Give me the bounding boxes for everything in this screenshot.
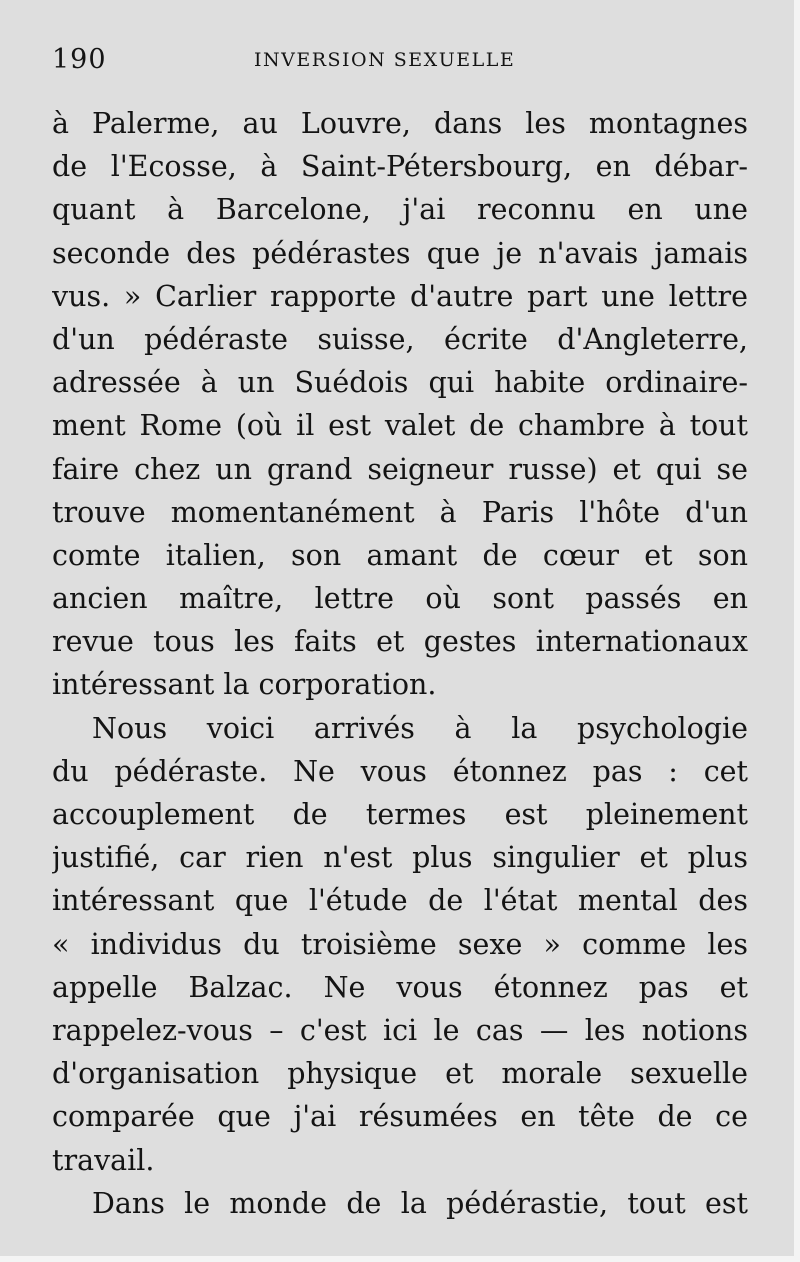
body-text bbox=[52, 102, 748, 1225]
text-line: trouve momentanément à Paris l'hôte d'un bbox=[52, 495, 748, 529]
page-header bbox=[52, 40, 748, 80]
text-line: quant à Barcelone, j'ai reconnu en une bbox=[52, 193, 748, 227]
text-line: seconde des pédérastes que je n'avais jamais bbox=[52, 236, 748, 270]
text-line: intéressant la corporation. bbox=[52, 668, 437, 702]
text-line: Dans le monde de la pédérastie, tout est bbox=[92, 1186, 748, 1220]
text-line: comte italien, son amant de cœur et son bbox=[52, 538, 748, 572]
text-line: rappelez-vous – c'est ici le cas — les notions bbox=[52, 1013, 748, 1047]
text-line: du pédéraste. Ne vous étonnez pas : cet bbox=[52, 754, 748, 788]
text-line: ancien maître, lettre où sont passés en bbox=[52, 582, 748, 616]
text-line: d'organisation physique et morale sexuelle bbox=[52, 1057, 748, 1091]
running-title: INVERSION SEXUELLE bbox=[254, 49, 516, 71]
text-line: justifié, car rien n'est plus singulier et plus bbox=[52, 841, 748, 875]
text-line: appelle Balzac. Ne vous étonnez pas et bbox=[52, 970, 748, 1004]
text-line: revue tous les faits et gestes internationaux bbox=[52, 625, 748, 659]
text-line: travail. bbox=[52, 1143, 155, 1177]
text-line: d'un pédéraste suisse, écrite d'Angleterre, bbox=[52, 322, 748, 356]
text-line: de l'Ecosse, à Saint-Pétersbourg, en débar- bbox=[52, 150, 748, 184]
text-line: comparée que j'ai résumées en tête de ce bbox=[52, 1100, 748, 1134]
text-line: intéressant que l'étude de l'état mental des bbox=[52, 884, 748, 918]
text-line: ment Rome (où il est valet de chambre à tout bbox=[52, 409, 748, 443]
text-line: accouplement de termes est pleinement bbox=[52, 798, 748, 831]
page-number: 190 bbox=[52, 44, 107, 75]
text-line: à Palerme, au Louvre, dans les montagnes bbox=[52, 107, 748, 140]
text-line: Nous voici arrivés à la psychologie bbox=[92, 711, 748, 745]
text-line: faire chez un grand seigneur russe) et qui se bbox=[52, 452, 748, 486]
text-line: « individus du troisième sexe » comme les bbox=[52, 927, 748, 961]
text-line: adressée à un Suédois qui habite ordinaire- bbox=[52, 366, 748, 400]
text-line: vus. » Carlier rapporte d'autre part une lettre bbox=[52, 279, 748, 313]
